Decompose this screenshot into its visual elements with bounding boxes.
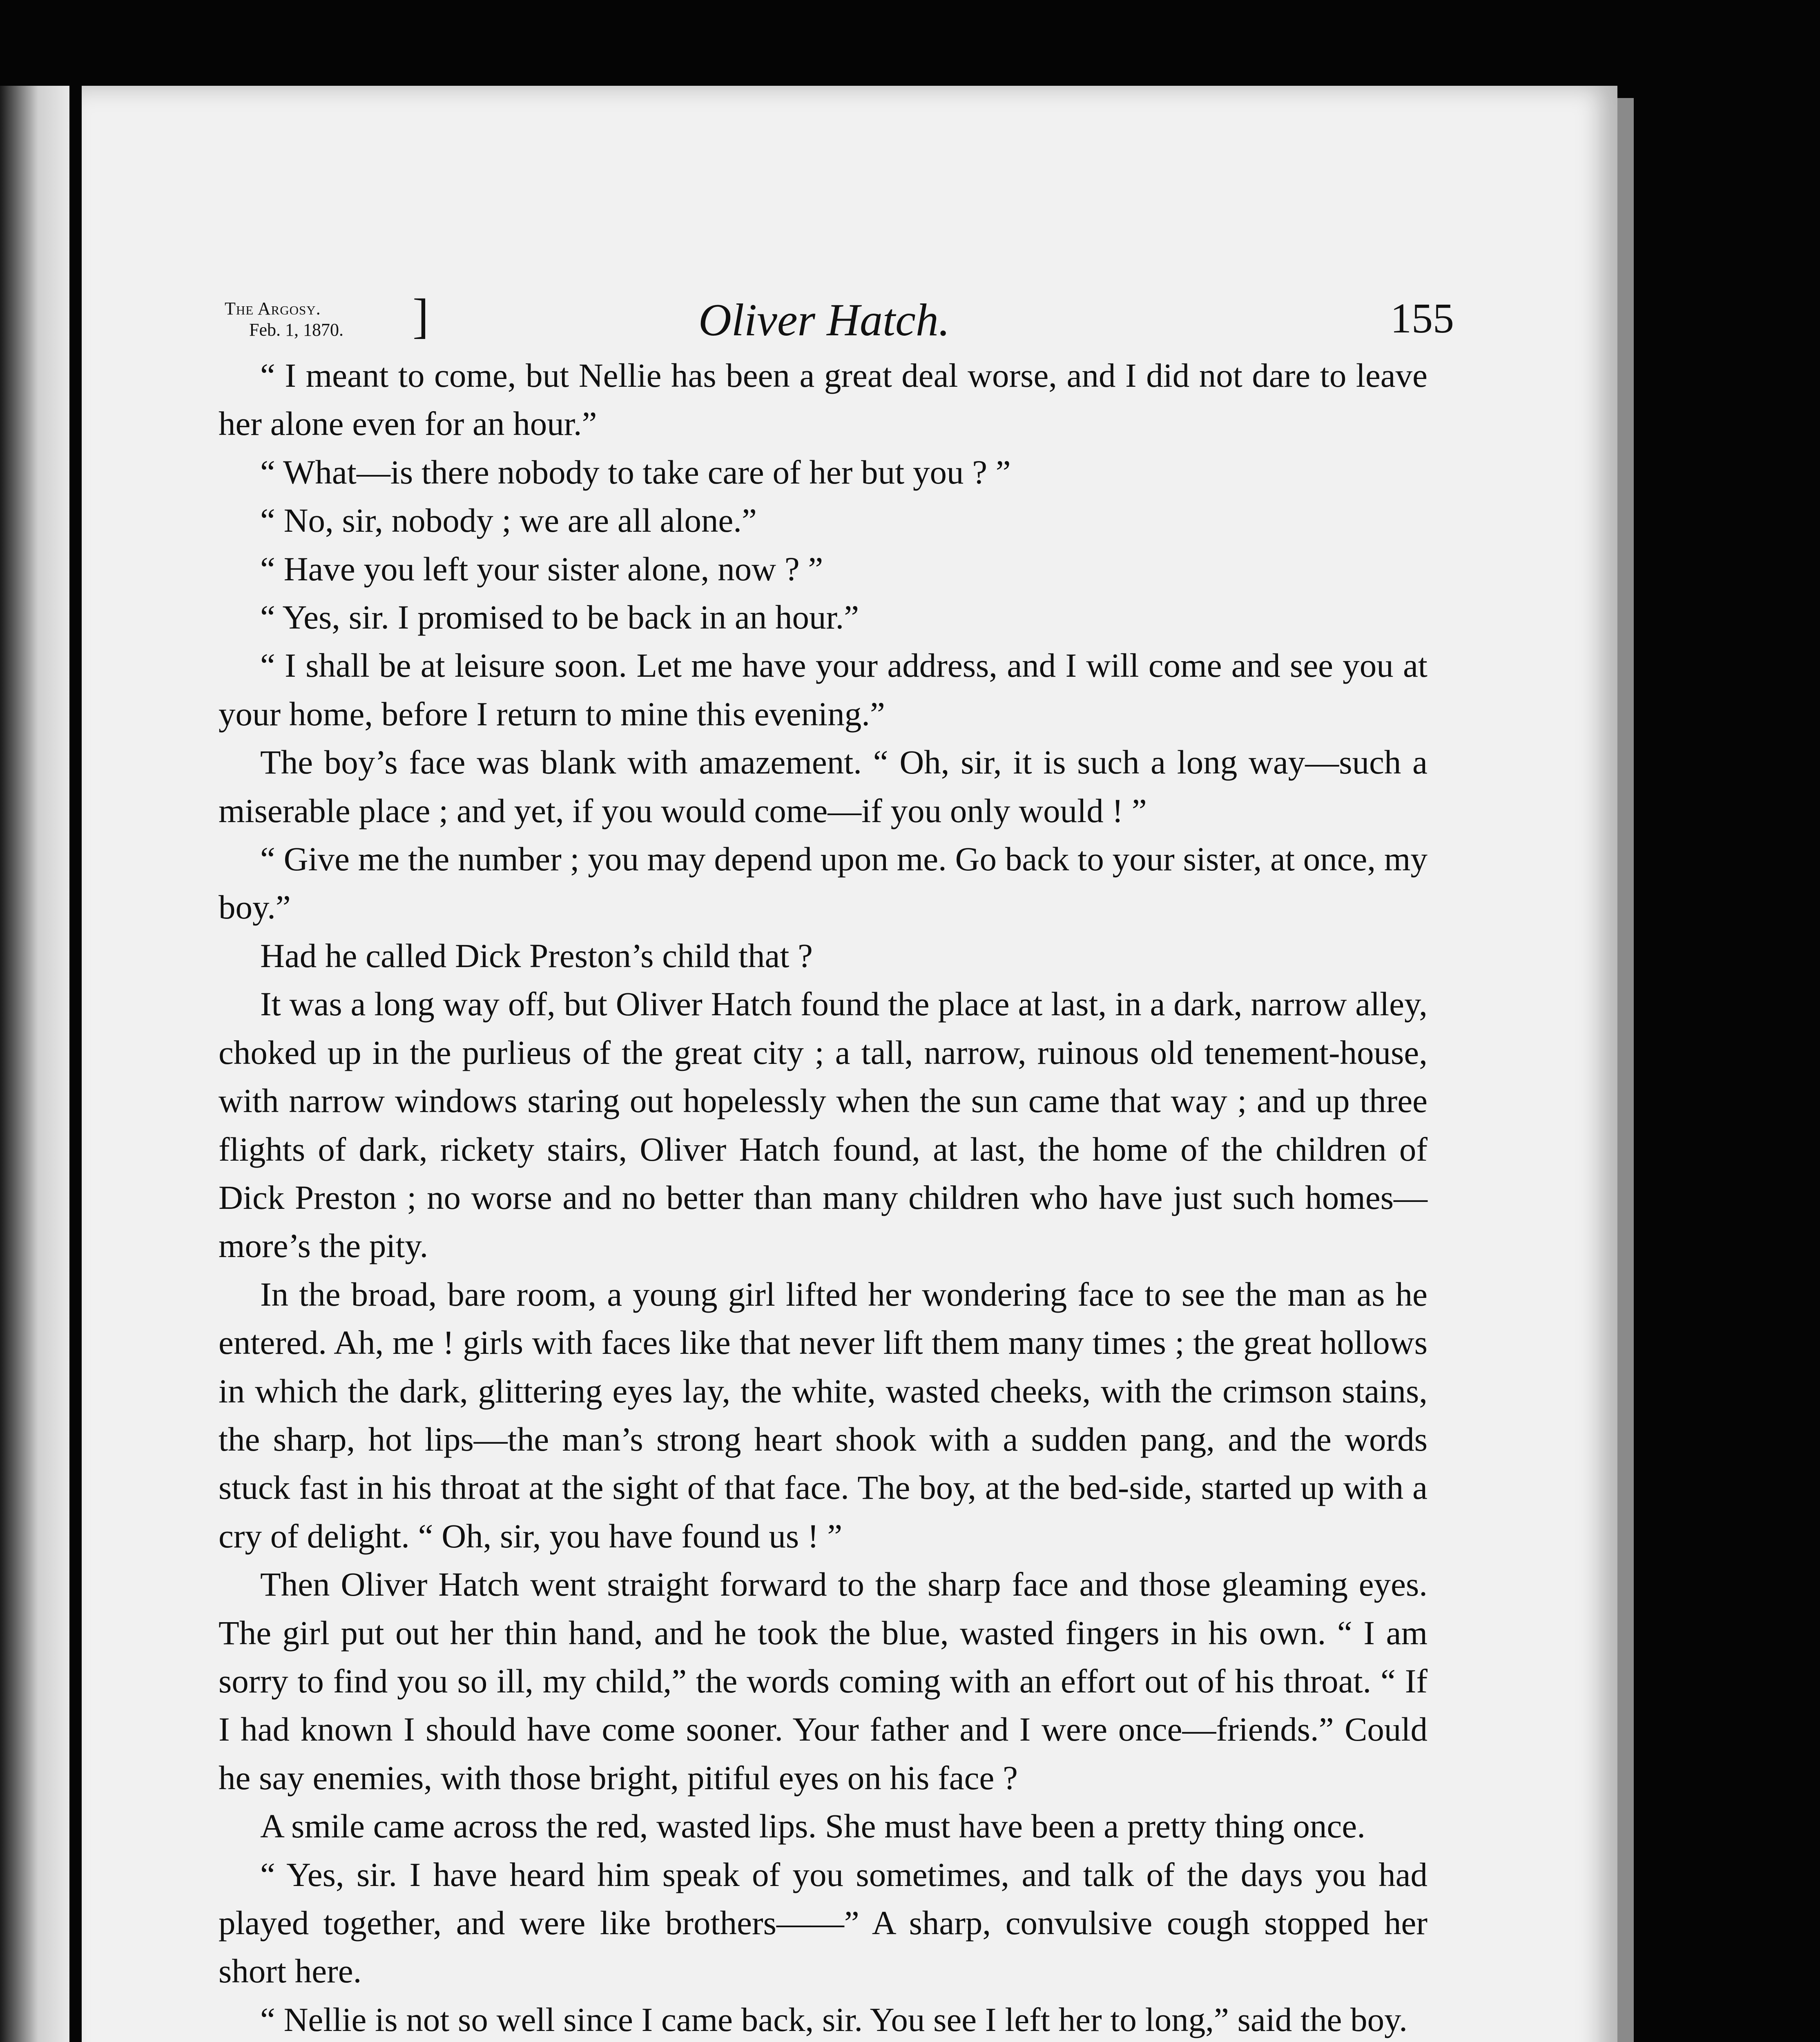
paragraph: A smile came across the red, wasted lips. She must have been a pretty thing once. <box>260 1807 1365 1845</box>
journal-imprint <box>225 298 343 341</box>
paragraph: “ Yes, sir. I have heard him speak of you sometimes, and talk of the days you had played together, and were like brothers——” A sharp, convulsive cough stopped her short here. <box>219 1855 1427 1990</box>
paragraph: “ Nellie is not so well since I came back, sir. You see I left her to long,” said the boy. <box>260 2000 1408 2038</box>
paragraph: “ I shall be at leisure soon. Let me have your address, and I will come and see you at your home, before I return to mine this evening.” <box>219 646 1427 733</box>
paragraph: “ No, sir, nobody ; we are all alone.” <box>260 502 757 539</box>
body-text <box>219 351 1427 2042</box>
paragraph: In the broad, bare room, a young girl lifted her wondering face to see the man as he entered. Ah, me ! girls with faces like that never lift them many times ; the great hollows in which the dark, glittering eyes lay, the white, wasted cheeks, with the crimson stains, the sharp, hot lips—the man’s strong heart shook with a sudden pang, and the words stuck fast in his throat at the sight of that face. The boy, at the bed-side, started up with a cry of delight. “ Oh, sir, you have found us ! ” <box>219 1275 1427 1555</box>
paragraph: The boy’s face was blank with amazement. “ Oh, sir, it is such a long way—such a miserable place ; and yet, if you would come—if you only would ! ” <box>219 743 1427 829</box>
paragraph: Had he called Dick Preston’s child that ? <box>260 936 813 974</box>
paragraph: “ Give me the number ; you may depend upon me. Go back to your sister, at once, my boy.” <box>219 840 1427 926</box>
paragraph: It was a long way off, but Oliver Hatch found the place at last, in a dark, narrow alley, choked up in the purlieus of the great city ; a tall, narrow, ruinous old tenement-house, with narrow windows staring out hopelessly when the sun came that way ; and up three flights of dark, rickety stairs, Oliver Hatch found, at last, the home of the children of Dick Preston ; no worse and no better than many children who have just such homes—more’s the pity. <box>219 985 1427 1265</box>
paragraph: Then Oliver Hatch went straight forward to the sharp face and those gleaming eyes. The girl put out her thin hand, and he took the blue, wasted fingers in his own. “ I am sorry to find you so ill, my child,” the words coming with an effort out of his throat. “ If I had known I should have come sooner. Your father and I were once—friends.” Could he say enemies, with those bright, pitiful eyes on his face ? <box>219 1565 1427 1797</box>
running-head <box>225 289 1454 351</box>
paragraph: “ I meant to come, but Nellie has been a great deal worse, and I did not dare to leave her alone even for an hour.” <box>219 357 1427 443</box>
page-number: 155 <box>1390 295 1454 342</box>
issue-date: Feb. 1, 1870. <box>249 320 343 340</box>
facing-page-edge <box>0 86 69 2042</box>
story-title: Oliver Hatch. <box>698 295 950 346</box>
imprint-bracket: ] <box>413 289 429 343</box>
paragraph: “ Yes, sir. I promised to be back in an hour.” <box>260 598 859 636</box>
paragraph: “ Have you left your sister alone, now ? ” <box>260 550 823 588</box>
page-stack-edge <box>1617 98 1634 2042</box>
journal-name: The Argosy. <box>225 299 321 319</box>
paragraph: “ What—is there nobody to take care of her but you ? ” <box>260 453 1011 491</box>
